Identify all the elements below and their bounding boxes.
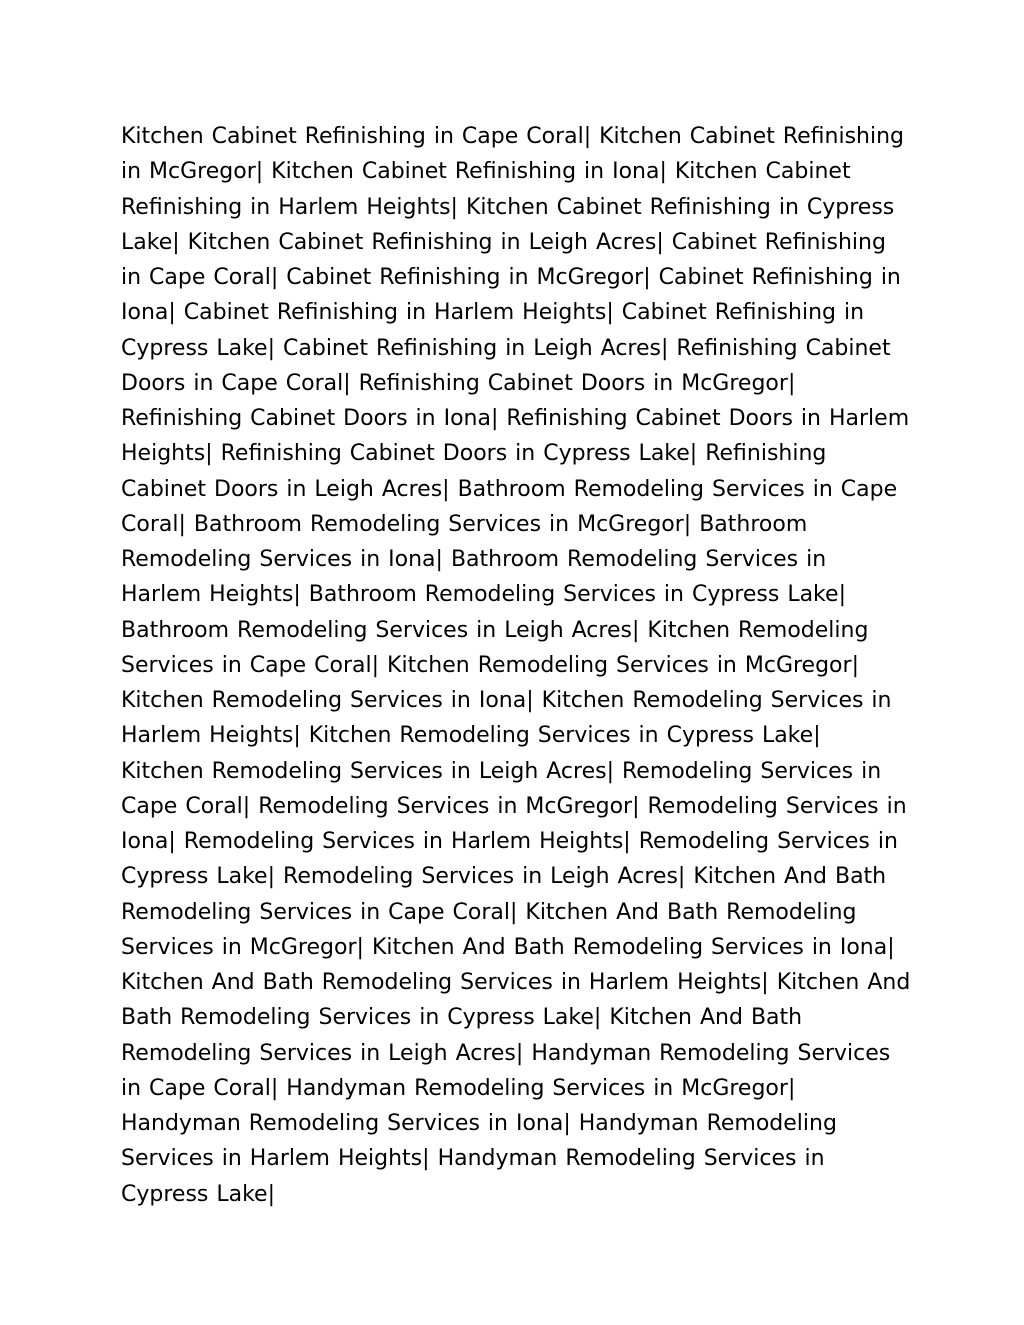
service-link-text: Handyman Remodeling Services in Cape Coral bbox=[121, 1040, 891, 1101]
service-link-text: Remodeling Services in McGregor bbox=[258, 793, 633, 819]
service-link-text: Kitchen Cabinet Refinishing in McGregor bbox=[121, 124, 904, 185]
pipe-separator: | bbox=[293, 582, 301, 608]
pipe-separator: | bbox=[267, 335, 276, 361]
service-link-text: Remodeling Services in Harlem Heights bbox=[183, 829, 624, 854]
pipe-separator: | bbox=[270, 1075, 279, 1101]
pipe-separator: | bbox=[267, 864, 276, 890]
pipe-separator: | bbox=[563, 1111, 571, 1136]
service-link-text: Bathroom Remodeling Services in Leigh Acres bbox=[121, 617, 632, 643]
pipe-separator: | bbox=[656, 229, 664, 255]
service-link-text: Cabinet Refinishing in Leigh Acres bbox=[283, 335, 661, 361]
pipe-separator: | bbox=[631, 617, 640, 643]
service-link-text: Kitchen And Bath Remodeling Services in Cypress Lake bbox=[121, 970, 911, 1031]
pipe-separator: | bbox=[205, 441, 213, 467]
pipe-separator: | bbox=[761, 970, 769, 995]
service-link-text: Refinishing Cabinet Doors in Cypress Lake bbox=[220, 441, 690, 467]
service-link-text: Refinishing Cabinet Doors in Harlem Heights bbox=[121, 406, 910, 467]
service-link-text: Kitchen Cabinet Refinishing in Cape Coral bbox=[121, 124, 584, 149]
service-link-text: Handyman Remodeling Services in Harlem Heights bbox=[121, 1111, 837, 1172]
pipe-separator: | bbox=[659, 159, 667, 185]
service-link-text: Refinishing Cabinet Doors in Cape Coral bbox=[121, 335, 891, 396]
pipe-separator: | bbox=[242, 793, 251, 819]
service-link-text: Handyman Remodeling Services in Iona bbox=[121, 1111, 564, 1136]
pipe-separator: | bbox=[593, 1005, 602, 1031]
service-link-text: Cabinet Refinishing in Cape Coral bbox=[121, 229, 886, 290]
pipe-separator: | bbox=[168, 829, 176, 854]
service-link-text: Kitchen And Bath Remodeling Services in Harlem Heights bbox=[121, 970, 762, 995]
service-link-text: Bathroom Remodeling Services in Harlem Heights bbox=[121, 547, 827, 608]
pipe-separator: | bbox=[606, 300, 614, 326]
pipe-separator: | bbox=[509, 899, 518, 925]
pipe-separator: | bbox=[270, 265, 279, 290]
service-link-text: Cabinet Refinishing in McGregor bbox=[286, 265, 644, 290]
body-paragraph bbox=[121, 119, 911, 1212]
pipe-separator: | bbox=[632, 793, 640, 819]
pipe-separator: | bbox=[371, 652, 380, 678]
service-link-text: Kitchen Cabinet Refinishing in Iona bbox=[271, 159, 660, 185]
pipe-separator: | bbox=[787, 1075, 796, 1101]
pipe-separator: | bbox=[660, 335, 669, 361]
pipe-separator: | bbox=[343, 370, 351, 396]
pipe-separator: | bbox=[356, 934, 364, 960]
service-link-text: Kitchen Remodeling Services in McGregor bbox=[387, 652, 852, 678]
service-link-text: Kitchen Remodeling Services in Cypress Lake bbox=[308, 723, 814, 749]
service-link-text: Kitchen And Bath Remodeling Services in Iona bbox=[371, 934, 888, 960]
service-link-text: Kitchen Remodeling Services in Cape Coral bbox=[121, 617, 869, 678]
service-link-text: Kitchen Remodeling Services in Leigh Acres bbox=[121, 758, 607, 784]
pipe-separator: | bbox=[172, 229, 180, 255]
pipe-separator: | bbox=[851, 652, 859, 678]
pipe-separator: | bbox=[787, 370, 796, 396]
service-link-text: Kitchen Cabinet Refinishing in Leigh Acres bbox=[187, 229, 657, 255]
service-link-text: Handyman Remodeling Services in McGregor bbox=[286, 1075, 788, 1101]
service-link-text: Remodeling Services in Cape Coral bbox=[121, 758, 882, 819]
service-link-text: Cabinet Refinishing in Harlem Heights bbox=[183, 300, 607, 326]
pipe-separator: | bbox=[689, 441, 698, 467]
pipe-separator: | bbox=[450, 194, 458, 220]
service-link-text: Bathroom Remodeling Services in Cape Coral bbox=[121, 476, 898, 537]
pipe-separator: | bbox=[526, 688, 534, 713]
service-link-text: Kitchen And Bath Remodeling Services in Cape Coral bbox=[121, 864, 887, 925]
service-link-text: Bathroom Remodeling Services in Cypress Lake bbox=[308, 582, 839, 608]
pipe-separator: | bbox=[422, 1146, 430, 1172]
pipe-separator: | bbox=[623, 829, 631, 854]
pipe-separator: | bbox=[255, 159, 264, 185]
service-link-text: Kitchen Remodeling Services in Harlem Heights bbox=[121, 688, 892, 749]
pipe-separator: | bbox=[267, 1181, 276, 1207]
pipe-separator: | bbox=[583, 124, 592, 149]
pipe-separator: | bbox=[435, 547, 443, 572]
service-link-text: Remodeling Services in Iona bbox=[121, 793, 907, 854]
pipe-separator: | bbox=[683, 511, 692, 537]
service-link-text: Kitchen Cabinet Refinishing in Harlem Heights bbox=[121, 159, 851, 220]
pipe-separator: | bbox=[606, 758, 614, 784]
service-link-text: Handyman Remodeling Services in Cypress Lake bbox=[121, 1146, 825, 1207]
service-link-text: Cabinet Refinishing in Iona bbox=[121, 265, 901, 326]
service-link-text: Bathroom Remodeling Services in Iona bbox=[121, 511, 808, 572]
service-link-text: Kitchen And Bath Remodeling Services in McGregor bbox=[121, 899, 857, 960]
pipe-separator: | bbox=[677, 864, 686, 890]
pipe-separator: | bbox=[887, 934, 895, 960]
service-link-text: Kitchen Remodeling Services in Iona bbox=[121, 688, 527, 713]
pipe-separator: | bbox=[515, 1040, 524, 1066]
pipe-separator: | bbox=[838, 582, 846, 608]
pipe-separator: | bbox=[293, 723, 301, 749]
service-link-text: Bathroom Remodeling Services in McGregor bbox=[193, 511, 684, 537]
service-link-text: Remodeling Services in Cypress Lake bbox=[121, 829, 898, 890]
service-link-text: Kitchen Cabinet Refinishing in Cypress Lake bbox=[121, 194, 895, 255]
service-link-text: Refinishing Cabinet Doors in McGregor bbox=[358, 370, 788, 396]
service-link-text: Refinishing Cabinet Doors in Iona bbox=[121, 406, 491, 431]
service-link-text: Cabinet Refinishing in Cypress Lake bbox=[121, 300, 865, 361]
pipe-separator: | bbox=[168, 300, 176, 326]
pipe-separator: | bbox=[813, 723, 821, 749]
service-link-text: Kitchen And Bath Remodeling Services in Leigh Acres bbox=[121, 1005, 803, 1066]
service-link-text: Refinishing Cabinet Doors in Leigh Acres bbox=[121, 441, 827, 502]
service-link-text: Remodeling Services in Leigh Acres bbox=[283, 864, 678, 890]
pipe-separator: | bbox=[490, 406, 499, 431]
pipe-separator: | bbox=[178, 511, 186, 537]
pipe-separator: | bbox=[442, 476, 450, 502]
pipe-separator: | bbox=[643, 265, 651, 290]
